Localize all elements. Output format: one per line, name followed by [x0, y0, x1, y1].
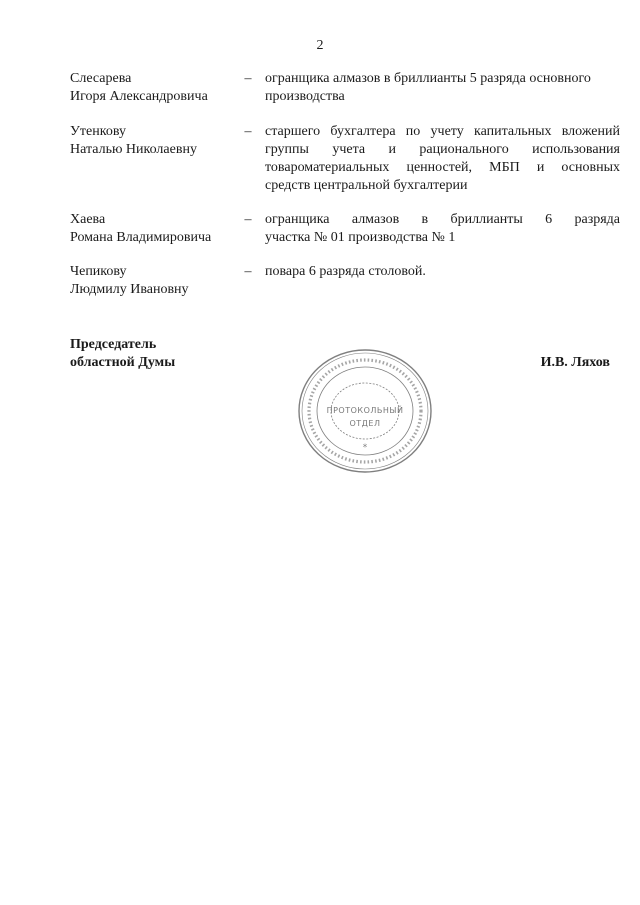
dash: –: [244, 71, 252, 86]
signatory-name: И.В. Ляхов: [540, 355, 610, 370]
svg-text:*: *: [362, 443, 368, 453]
dash: –: [244, 264, 252, 279]
page-number: 2: [316, 38, 324, 53]
dash: –: [244, 124, 252, 139]
job-position: повара 6 разряда столовой.: [265, 264, 426, 279]
person-name: Хаева Романа Владимировича: [70, 212, 212, 245]
signatory-title: Председатель областной Думы: [70, 337, 176, 370]
job-position: огранщика алмазов в бриллианты 5 разряда основного производства: [265, 71, 591, 104]
dash: –: [244, 212, 252, 227]
stamp-label: ПРОТОКОЛЬНЫЙ ОТДЕЛ: [326, 406, 404, 428]
official-stamp: [295, 346, 435, 476]
job-position: огранщика алмазов в бриллианты 6 разряда участка № 01 производства № 1: [265, 212, 620, 245]
person-name: Слесарева Игоря Александровича: [70, 71, 208, 104]
job-position: старшего бухгалтера по учету капитальных вложений группы учета и рационального использования товароматериальных ценностей, МБП и основных средств центральной бухгалтерии: [265, 124, 620, 193]
person-name: Утенкову Наталью Николаевну: [70, 124, 197, 157]
person-name: Чепикову Людмилу Ивановну: [70, 264, 189, 297]
